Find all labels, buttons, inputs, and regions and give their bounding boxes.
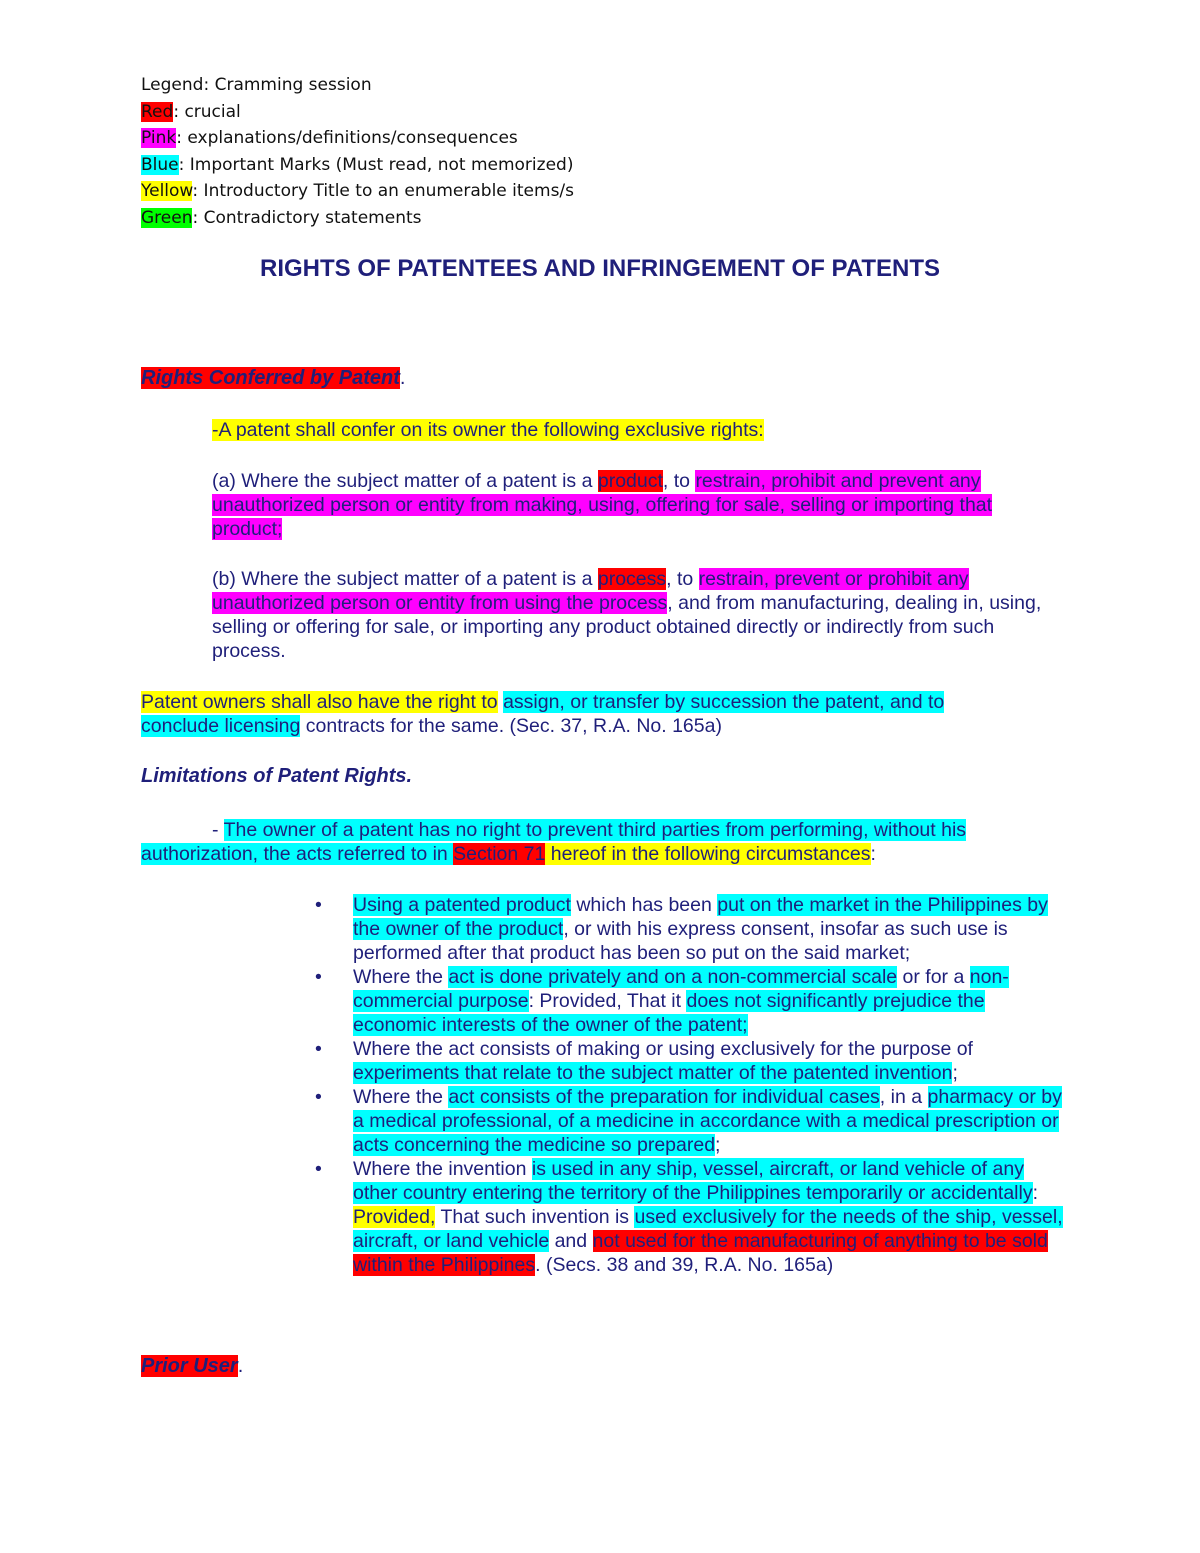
b2-p3: or for a <box>897 966 970 988</box>
b4-p3: , in a <box>879 1086 928 1108</box>
limitations-heading: Limitations of Patent Rights. <box>141 765 413 787</box>
legend-desc-blue: : Important Marks (Must read, not memorized) <box>178 154 574 175</box>
b5-p1: Where the invention <box>353 1158 532 1180</box>
limits-intro-p2: The owner of a patent has no right to prevent third parties from performing, without his authorization, the acts referred to in <box>141 819 967 865</box>
legend-key-pink: Pink <box>141 128 177 149</box>
rights-intro-text: -A patent shall confer on its owner the following exclusive rights: <box>212 419 764 441</box>
list-item <box>315 965 1068 1037</box>
legend-key-red: Red <box>141 101 174 122</box>
bullet-icon: • <box>315 966 322 988</box>
prior-user-heading <box>141 1355 243 1378</box>
bullet-icon: • <box>315 1038 322 1060</box>
limitations-list <box>315 893 1068 1277</box>
item-b-p5: , and from manufacturing, dealing in, using, selling or offering for sale, or importing any product obtained directly or indirectly from such process. <box>212 592 1042 662</box>
b4-p2: act consists of the preparation for individual cases <box>448 1086 880 1108</box>
prior-user-heading-tail: . <box>237 1355 244 1377</box>
b2-p1: Where the <box>353 966 449 988</box>
rights-item-a <box>212 469 1042 541</box>
b4-p5: ; <box>715 1134 721 1156</box>
rights-heading <box>141 367 405 390</box>
item-a-p2: product <box>597 470 663 492</box>
b3-p1: Where the act consists of making or using exclusively for the purpose of <box>353 1038 973 1060</box>
document-title: RIGHTS OF PATENTEES AND INFRINGEMENT OF PATENTS <box>259 255 940 282</box>
b4-p4: pharmacy or by a medical professional, of a medicine in accordance with a medical prescription or acts concerning the medicine so prepared <box>353 1086 1062 1156</box>
item-b-p4: restrain, prevent or prohibit any unauthorized person or entity from using the process <box>212 568 969 614</box>
b2-p5: : Provided, That it <box>528 990 687 1012</box>
b1-p1: Using a patented product <box>353 894 571 916</box>
list-item <box>315 1157 1068 1277</box>
bullet-icon: • <box>315 894 322 916</box>
b1-p3: put on the market in the Philippines by the owner of the product <box>353 894 1048 940</box>
b3-p3: ; <box>952 1062 958 1084</box>
list-item <box>315 893 1068 965</box>
legend <box>141 72 574 232</box>
b2-p2: act is done privately and on a non-commercial scale <box>448 966 898 988</box>
rights-intro <box>212 418 764 442</box>
b2-p4: non-commercial purpose <box>353 966 1009 1012</box>
legend-key-green: Green <box>141 207 193 228</box>
limits-intro-p1: - <box>212 819 224 841</box>
list-item <box>315 1037 1068 1085</box>
legend-key-yellow: Yellow <box>141 181 193 202</box>
rights-heading-tail: . <box>399 367 406 389</box>
owners-p1: Patent owners shall also have the right to <box>141 691 498 713</box>
bullet-icon: • <box>315 1158 322 1180</box>
legend-desc-yellow: : Introductory Title to an enumerable items/s <box>192 181 575 202</box>
legend-item-yellow <box>141 178 574 205</box>
b1-p2: which has been <box>570 894 718 916</box>
item-a-p4: restrain, prohibit and prevent any unauthorized person or entity from making, using, offering for sale, selling or importing that product; <box>212 470 993 540</box>
owners-p4: contracts for the same. (Sec. 37, R.A. No. 165a) <box>300 715 722 737</box>
item-b-p3: , to <box>666 568 699 590</box>
rights-item-b <box>212 567 1057 663</box>
b5-p7: and <box>549 1230 593 1252</box>
b4-p1: Where the <box>353 1086 449 1108</box>
owners-p3: assign, or transfer by succession the patent, and to conclude licensing <box>141 691 945 737</box>
prior-user-heading-text: Prior User <box>141 1355 238 1377</box>
item-b-p2: process <box>597 568 667 590</box>
bullet-icon: • <box>315 1086 322 1108</box>
list-item <box>315 1085 1068 1157</box>
limits-intro-p3: Section 71 <box>453 843 546 865</box>
b5-p8: not used for the manufacturing of anything to be sold within the Philippines <box>353 1230 1048 1276</box>
b5-p4: Provided, <box>353 1206 436 1228</box>
item-a-p1: (a) Where the subject matter of a patent is a <box>212 470 598 492</box>
legend-item-blue <box>141 152 574 179</box>
rights-heading-text: Rights Conferred by Patent <box>141 367 400 389</box>
legend-item-pink <box>141 125 574 152</box>
legend-desc-green: : Contradictory statements <box>192 207 422 228</box>
b5-p2: is used in any ship, vessel, aircraft, or land vehicle of any other country entering the territory of the Philippines temporarily or accidentally <box>353 1158 1033 1204</box>
limitations-intro <box>141 818 1031 866</box>
limits-intro-p5: : <box>870 843 876 865</box>
b5-p6: used exclusively for the needs of the ship, vessel, aircraft, or land vehicle <box>353 1206 1063 1252</box>
legend-item-green <box>141 205 574 232</box>
legend-title: Legend: Cramming session <box>141 75 372 95</box>
b1-p4: , or with his express consent, insofar as such use is performed after that product has been so put on the said market; <box>353 918 1008 964</box>
legend-desc-red: : crucial <box>173 101 241 122</box>
limits-intro-p4: hereof in the following circumstances <box>545 843 871 865</box>
b2-p6: does not significantly prejudice the economic interests of the owner of the patent; <box>353 990 985 1036</box>
b5-p5: That such invention is <box>435 1206 635 1228</box>
legend-key-blue: Blue <box>141 154 179 175</box>
rights-owners <box>141 690 1011 738</box>
item-b-p1: (b) Where the subject matter of a patent is a <box>212 568 598 590</box>
b5-p9: . (Secs. 38 and 39, R.A. No. 165a) <box>535 1254 834 1276</box>
b3-p2: experiments that relate to the subject matter of the patented invention <box>353 1062 953 1084</box>
item-a-p3: , to <box>662 470 696 492</box>
b5-p3: : <box>1032 1182 1039 1204</box>
legend-item-red <box>141 99 574 126</box>
legend-desc-pink: : explanations/definitions/consequences <box>176 128 518 149</box>
